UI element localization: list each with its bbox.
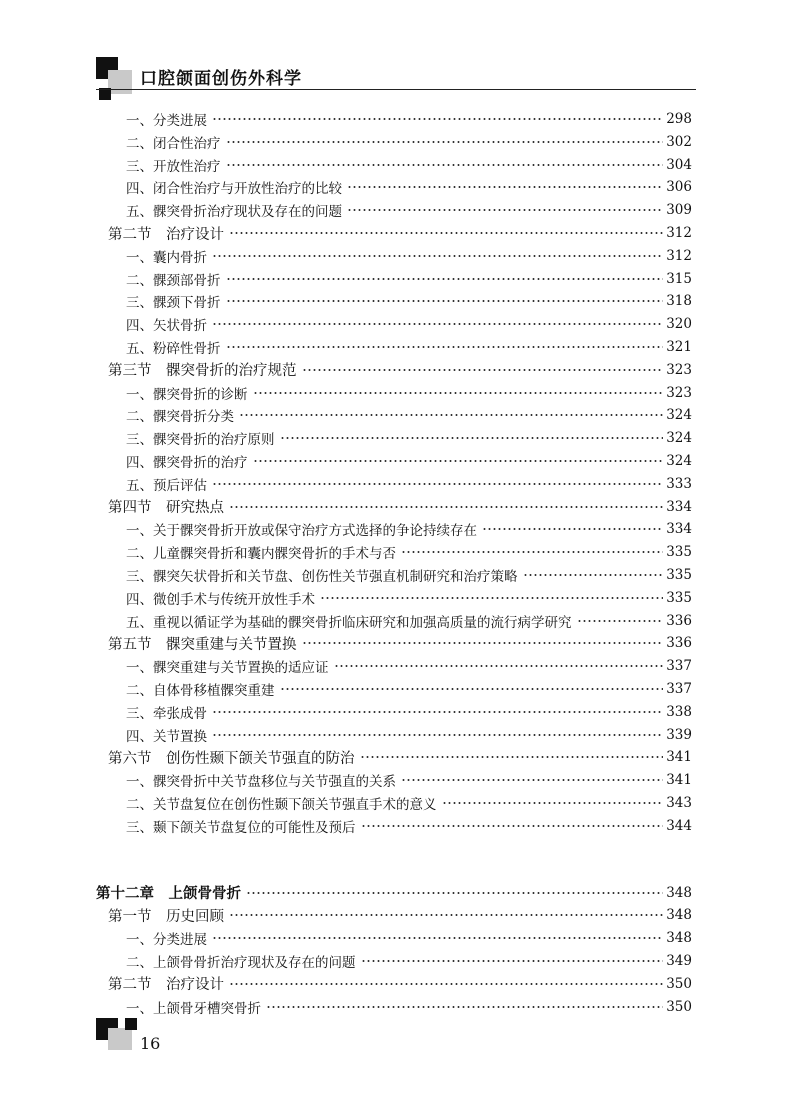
dot-leader <box>246 890 663 896</box>
toc-entry-page: 344 <box>666 817 692 834</box>
toc-entry[interactable] <box>126 313 692 335</box>
dot-leader <box>229 912 663 918</box>
toc-entry-page: 309 <box>666 202 692 219</box>
dot-leader <box>360 754 664 760</box>
toc-entry[interactable] <box>126 268 692 290</box>
toc-entry-page: 350 <box>666 998 692 1015</box>
toc-entry-title: 三、髁颈下骨折 <box>126 295 221 312</box>
footer-block-gray <box>108 1028 132 1050</box>
footer-block-small <box>125 1018 137 1030</box>
toc-entry-title: 三、髁突矢状骨折和关节盘、创伤性关节强直机制研究和治疗策略 <box>126 569 518 585</box>
toc-entry-title: 一、上颌骨牙槽突骨折 <box>126 1000 261 1017</box>
toc-entry[interactable] <box>126 996 692 1018</box>
toc-entry-page: 337 <box>666 681 692 697</box>
toc-entry[interactable] <box>126 199 692 221</box>
toc-entry-title: 第三节 髁突骨折的治疗规范 <box>108 363 297 380</box>
toc-entry-page: 333 <box>666 475 692 492</box>
toc-entry[interactable] <box>126 701 692 723</box>
toc-entry-title: 第二节 治疗设计 <box>108 226 224 243</box>
toc-entry-title: 二、自体骨移植髁突重建 <box>126 683 275 699</box>
toc-entry-page: 298 <box>666 111 692 127</box>
toc-entry-title: 二、上颌骨骨折治疗现状及存在的问题 <box>126 955 356 971</box>
toc-entry[interactable] <box>126 245 692 267</box>
toc-section[interactable] <box>108 359 692 381</box>
dot-leader <box>212 253 663 259</box>
toc-entry-page: 349 <box>666 953 692 969</box>
dot-leader <box>302 367 664 373</box>
toc-entry[interactable] <box>126 769 692 791</box>
toc-entry-title: 第五节 髁突重建与关节置换 <box>108 636 297 653</box>
dot-leader <box>226 162 664 168</box>
toc-entry[interactable] <box>126 815 692 837</box>
toc-entry[interactable] <box>126 950 692 972</box>
toc-entry-page: 302 <box>666 133 692 150</box>
dot-leader <box>253 458 664 464</box>
toc-entry-page: 320 <box>666 316 692 333</box>
toc-entry[interactable] <box>126 154 692 176</box>
page-number: 16 <box>140 1034 161 1053</box>
header-rule <box>96 89 696 90</box>
dot-leader <box>226 298 664 304</box>
toc-entry-page: 343 <box>666 795 692 811</box>
dot-leader <box>212 732 663 738</box>
toc-entry-page: 324 <box>666 453 692 469</box>
dot-leader <box>320 595 663 601</box>
toc-entry-page: 334 <box>666 498 692 515</box>
toc-entry-page: 334 <box>666 521 692 538</box>
toc-entry-page: 339 <box>666 726 692 743</box>
toc-entry-title: 一、分类进展 <box>126 932 207 949</box>
toc-entry-page: 336 <box>666 635 692 652</box>
toc-entry-title: 四、闭合性治疗与开放性治疗的比较 <box>126 181 342 198</box>
toc-entry-title: 第二节 治疗设计 <box>108 977 224 994</box>
toc-entry-page: 312 <box>666 225 692 241</box>
toc-entry-title: 二、髁突骨折分类 <box>126 409 234 426</box>
dot-leader <box>226 139 664 145</box>
toc-entry-page: 312 <box>666 247 692 264</box>
toc-entry-title: 一、髁突重建与关节置换的适应证 <box>126 660 329 677</box>
dot-leader <box>442 800 664 806</box>
toc-entry[interactable] <box>126 473 692 495</box>
dot-leader <box>229 504 663 510</box>
dot-leader <box>482 526 663 532</box>
dot-leader <box>239 412 663 418</box>
dot-leader <box>334 663 664 669</box>
toc-entry[interactable] <box>126 678 692 700</box>
toc-entry[interactable] <box>126 564 692 586</box>
toc-entry[interactable] <box>126 427 692 449</box>
dot-leader <box>266 1004 663 1010</box>
toc-section[interactable] <box>108 904 692 926</box>
toc-entry-page: 321 <box>666 339 692 355</box>
toc-entry-title: 第六节 创伤性颞下颌关节强直的防治 <box>108 750 355 767</box>
dot-leader <box>212 321 663 327</box>
toc-entry[interactable] <box>126 518 692 540</box>
toc-entry-title: 二、髁颈部骨折 <box>126 272 221 289</box>
toc-entry[interactable] <box>126 108 692 130</box>
dot-leader <box>229 981 663 987</box>
toc-section[interactable] <box>108 632 692 654</box>
dot-leader <box>226 344 664 350</box>
toc-entry[interactable] <box>126 404 692 426</box>
toc-entry-title: 五、髁突骨折治疗现状及存在的问题 <box>126 204 342 221</box>
dot-leader <box>347 207 663 213</box>
dot-leader <box>212 709 663 715</box>
dot-leader <box>212 116 663 122</box>
toc-section[interactable] <box>108 973 692 995</box>
toc-entry[interactable] <box>126 587 692 609</box>
toc-entry-page: 348 <box>666 884 692 901</box>
toc-entry-title: 第一节 历史回顾 <box>108 908 224 925</box>
toc-entry[interactable] <box>126 382 692 404</box>
toc-entry-title: 二、闭合性治疗 <box>126 135 221 152</box>
toc-entry[interactable] <box>126 610 692 632</box>
toc-entry-title: 五、粉碎性骨折 <box>126 341 221 357</box>
toc-entry[interactable] <box>126 336 692 358</box>
toc-section[interactable] <box>108 222 692 244</box>
toc-entry-page: 335 <box>666 544 692 561</box>
dot-leader <box>280 686 664 692</box>
toc-entry-page: 315 <box>666 270 692 287</box>
toc-entry-page: 318 <box>666 293 692 310</box>
toc-entry-page: 341 <box>666 772 692 789</box>
dot-leader <box>253 390 664 396</box>
toc-entry-page: 335 <box>666 567 692 583</box>
toc-entry-page: 350 <box>666 975 692 992</box>
toc-entry-title: 二、儿童髁突骨折和囊内髁突骨折的手术与否 <box>126 546 396 563</box>
toc-entry-title: 三、牵张成骨 <box>126 705 207 722</box>
toc-entry-title: 一、髁突骨折中关节盘移位与关节强直的关系 <box>126 774 396 791</box>
dot-leader <box>347 184 663 190</box>
toc-chapter[interactable] <box>96 882 692 904</box>
dot-leader <box>577 618 664 624</box>
toc-entry[interactable] <box>126 131 692 153</box>
toc-entry-page: 306 <box>666 179 692 196</box>
toc-entry-title: 第四节 研究热点 <box>108 500 224 517</box>
toc-entry-title: 三、开放性治疗 <box>126 158 221 175</box>
header-block-gray <box>108 70 132 94</box>
toc-entry[interactable] <box>126 724 692 746</box>
toc-entry-title: 四、微创手术与传统开放性手术 <box>126 591 315 608</box>
dot-leader <box>229 230 663 236</box>
toc-entry[interactable] <box>126 290 692 312</box>
toc-entry-title: 一、髁突骨折的诊断 <box>126 386 248 403</box>
dot-leader <box>212 935 663 941</box>
toc-entry[interactable] <box>126 927 692 949</box>
toc-entry-page: 336 <box>666 612 692 629</box>
dot-leader <box>302 640 664 646</box>
toc-entry-title: 四、关节置换 <box>126 728 207 745</box>
dot-leader <box>226 276 664 282</box>
toc-entry[interactable] <box>126 450 692 472</box>
toc-entry-page: 304 <box>666 156 692 173</box>
toc-entry-title: 第十二章 上颌骨骨折 <box>96 886 241 903</box>
toc-entry-page: 324 <box>666 407 692 424</box>
toc-entry-page: 335 <box>666 589 692 606</box>
toc-entry-page: 323 <box>666 361 692 378</box>
toc-entry[interactable] <box>126 655 692 677</box>
toc-entry-title: 三、颞下颌关节盘复位的可能性及预后 <box>126 819 356 836</box>
toc-entry-page: 348 <box>666 930 692 947</box>
toc-section[interactable] <box>108 496 692 518</box>
toc-entry-title: 五、重视以循证学为基础的髁突骨折临床研究和加强高质量的流行病学研究 <box>126 614 572 631</box>
toc-entry-page: 337 <box>666 658 692 675</box>
running-header-title: 口腔颌面创伤外科学 <box>140 69 302 89</box>
toc-entry-page: 323 <box>666 384 692 401</box>
toc-entry-title: 一、关于髁突骨折开放或保守治疗方式选择的争论持续存在 <box>126 523 477 540</box>
toc-section[interactable] <box>108 746 692 768</box>
toc-entry-page: 338 <box>666 703 692 720</box>
toc-entry-title: 五、预后评估 <box>126 477 207 494</box>
toc-entry[interactable] <box>126 792 692 814</box>
toc-entry-title: 三、髁突骨折的治疗原则 <box>126 432 275 449</box>
toc-entry-title: 一、分类进展 <box>126 113 207 129</box>
dot-leader <box>401 549 663 555</box>
toc-entry-title: 二、关节盘复位在创伤性颞下颌关节强直手术的意义 <box>126 797 437 813</box>
toc-entry[interactable] <box>126 541 692 563</box>
toc-entry[interactable] <box>126 176 692 198</box>
dot-leader <box>361 823 664 829</box>
toc-entry-title: 四、髁突骨折的治疗 <box>126 455 248 471</box>
toc-entry-page: 348 <box>666 907 692 924</box>
toc-entry-title: 四、矢状骨折 <box>126 318 207 335</box>
dot-leader <box>523 572 664 578</box>
toc-entry-title: 一、囊内骨折 <box>126 249 207 266</box>
toc-entry-page: 324 <box>666 430 692 447</box>
dot-leader <box>212 481 663 487</box>
dot-leader <box>401 777 663 783</box>
toc-entry-page: 341 <box>666 749 692 766</box>
dot-leader <box>280 435 664 441</box>
dot-leader <box>361 958 664 964</box>
